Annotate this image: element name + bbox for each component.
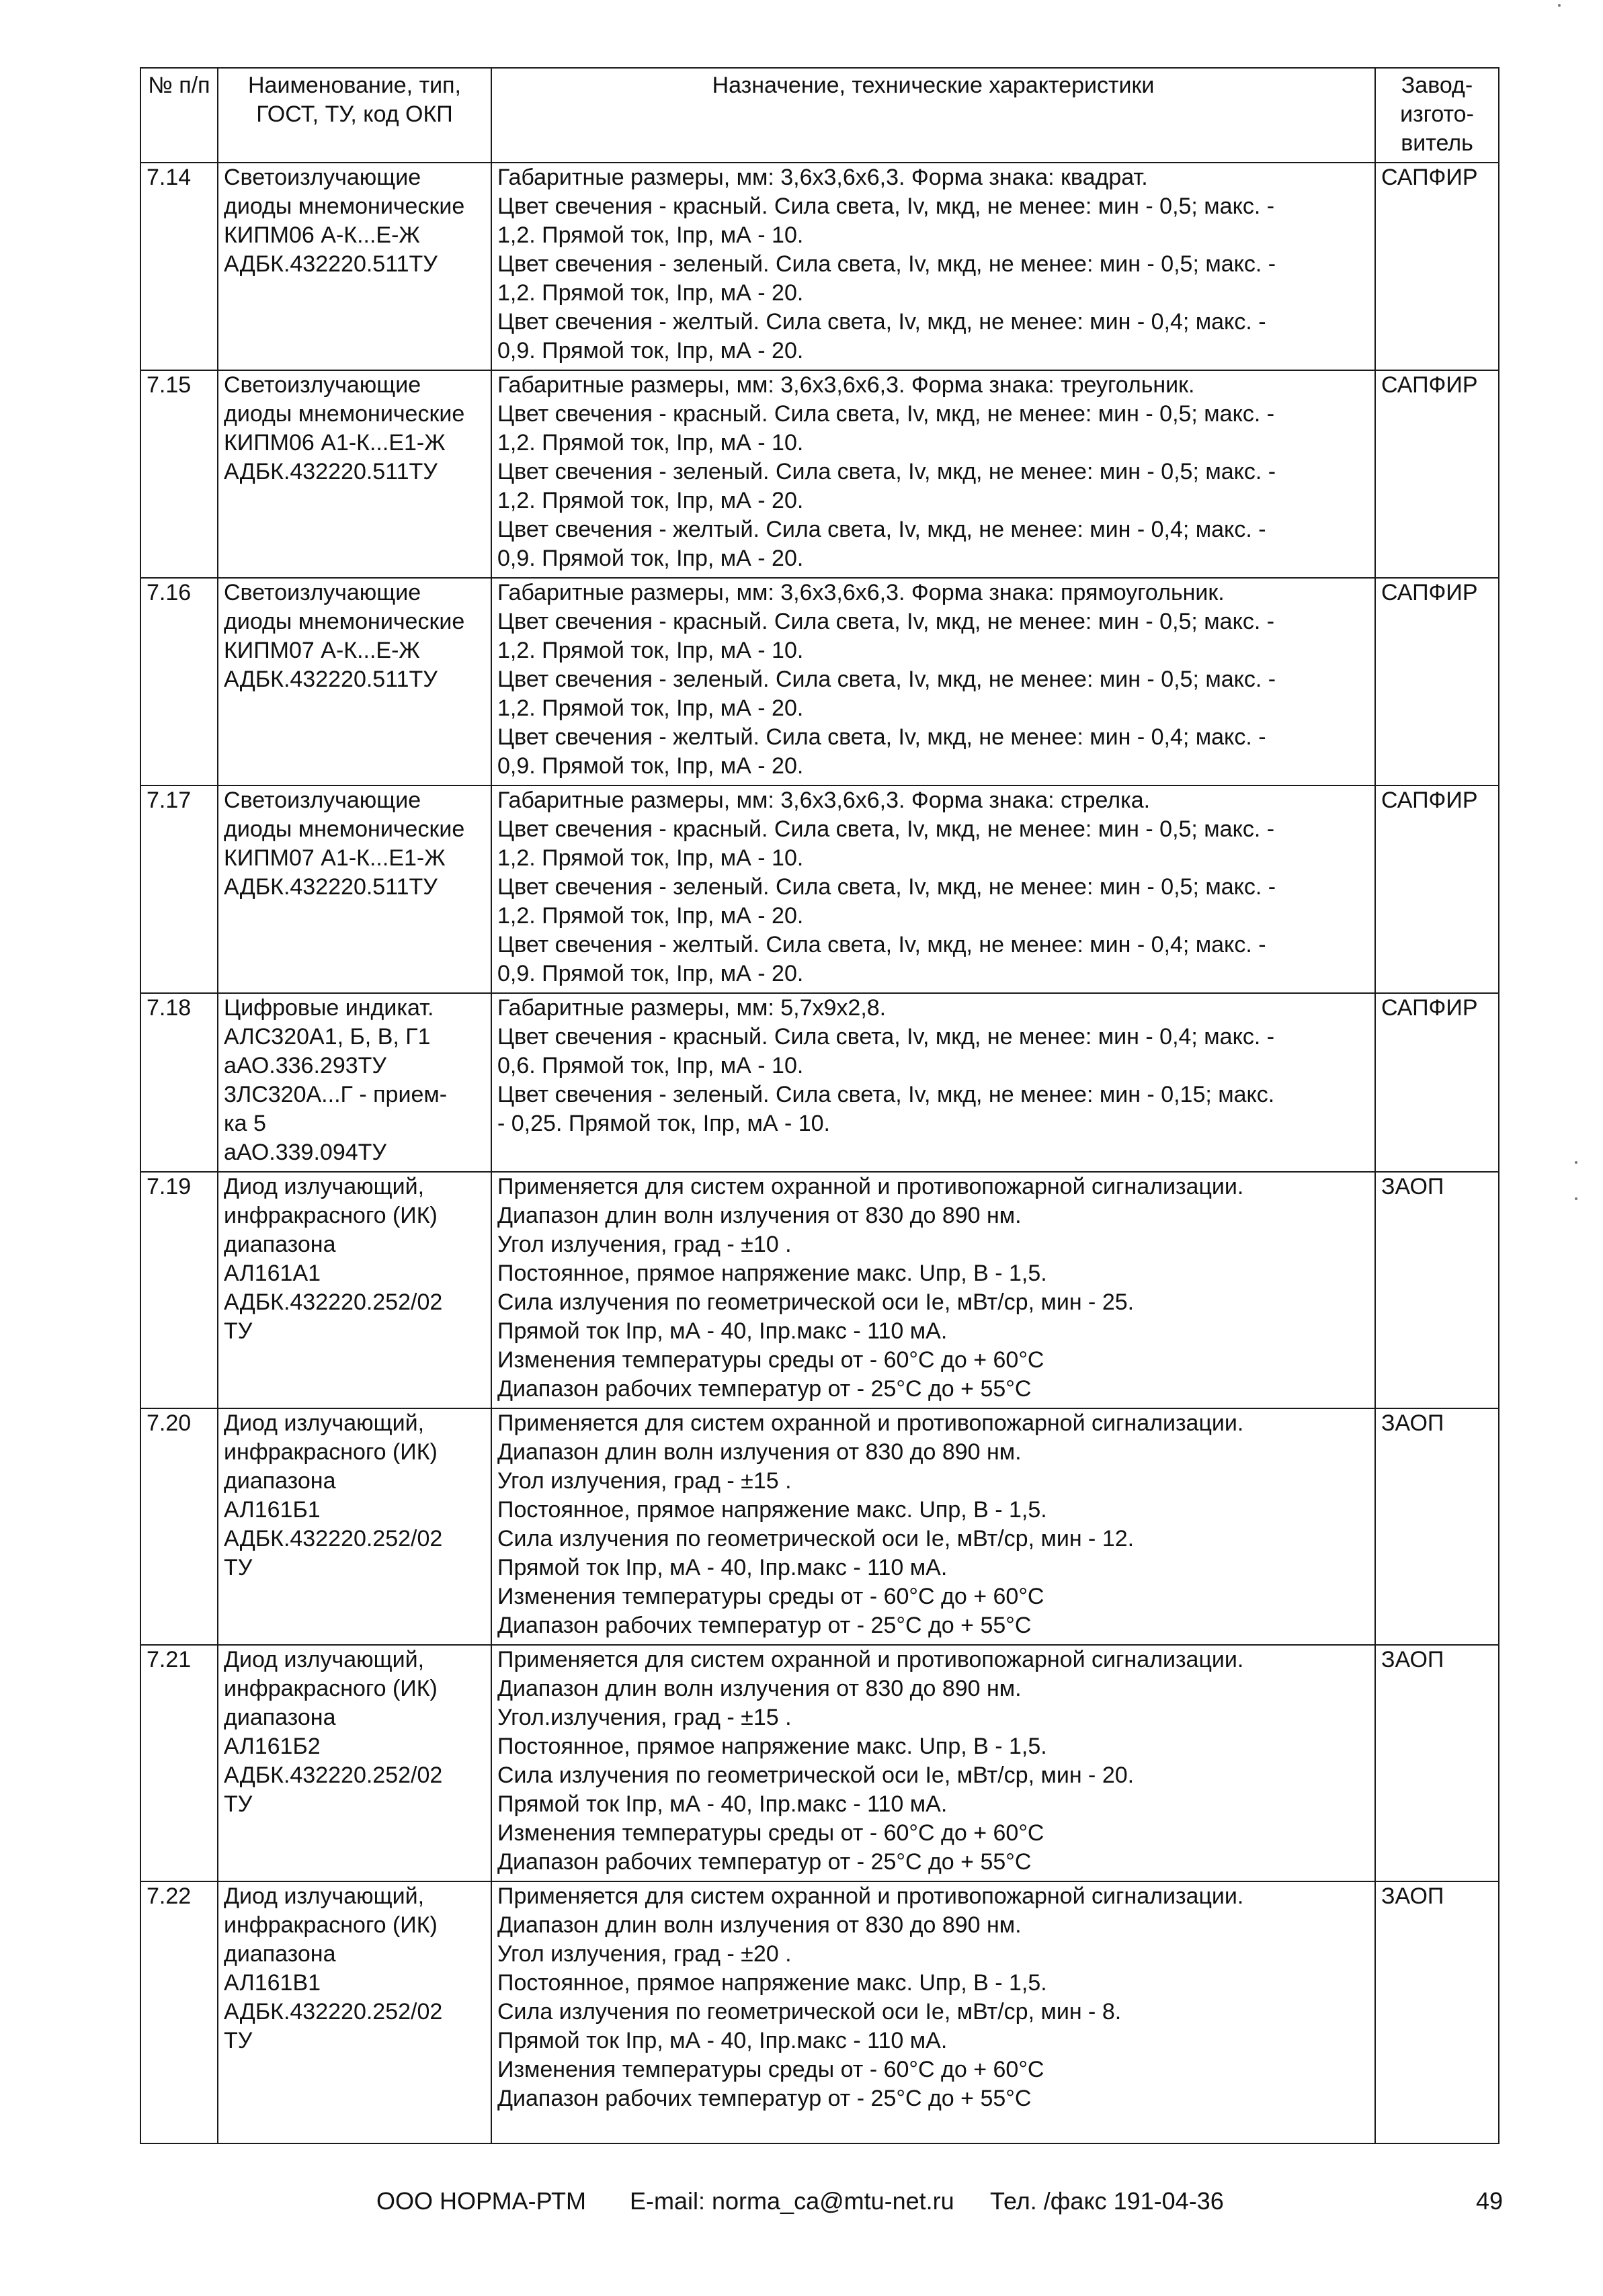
cell-number-text: 7.19 (147, 1174, 192, 1199)
cell-number-text: 7.20 (147, 1410, 192, 1436)
cell-number (140, 1172, 218, 1408)
cell-description-text: Применяется для систем охранной и противопожарной сигнализации. Диапазон длин волн излучения от 830 до 890 нм. Угол излучения, град - ±20 . Постоянное, прямое напряжение макс. Uпр, В - 1,5. Сила излучения по геометрической оси Ie, мВт/ср, мин - 8. Прямой ток Iпр, мА - 40, Iпр.макс - 110 мА. Изменения температуры среды от - 60°С до + 60°С Диапазон рабочих температур от - 25°С до + 55°С (497, 1883, 1244, 2111)
cell-description-text: Габаритные размеры, мм: 5,7х9х2,8. Цвет свечения - красный. Сила света, Iv, мкд, не менее: мин - 0,4; макс. - 0,6. Прямой ток, Iпр, мА - 10. Цвет свечения - зеленый. Сила света, Iv, мкд, не менее: мин - 0,15; макс. - 0,25. Прямой ток, Iпр, мА - 10. (497, 995, 1275, 1136)
cell-description-text: Габаритные размеры, мм: 3,6х3,6х6,3. Форма знака: стрелка. Цвет свечения - красный. Сила света, Iv, мкд, не менее: мин - 0,5; макс. - 1,2. Прямой ток, Iпр, мА - 10. Цвет свечения - зеленый. Сила света, Iv, мкд, не менее: мин - 0,5; макс. - 1,2. Прямой ток, Iпр, мА - 20. Цвет свечения - желтый. Сила света, Iv, мкд, не менее: мин - 0,4; макс. - 0,9. Прямой ток, Iпр, мА - 20. (497, 788, 1276, 986)
cell-description (491, 1881, 1375, 2143)
cell-number (140, 1645, 218, 1881)
table-row (140, 163, 1499, 370)
cell-description (491, 785, 1375, 993)
table-row (140, 1172, 1499, 1408)
cell-number-text: 7.18 (147, 995, 192, 1021)
cell-description-text: Габаритные размеры, мм: 3,6х3,6х6,3. Форма знака: квадрат. Цвет свечения - красный. Сила света, Iv, мкд, не менее: мин - 0,5; макс. - 1,2. Прямой ток, Iпр, мА - 10. Цвет свечения - зеленый. Сила света, Iv, мкд, не менее: мин - 0,5; макс. - 1,2. Прямой ток, Iпр, мА - 20. Цвет свечения - желтый. Сила света, Iv, мкд, не менее: мин - 0,4; макс. - 0,9. Прямой ток, Iпр, мА - 20. (497, 165, 1276, 364)
cell-manufacturer-text: ЗАОП (1381, 1174, 1444, 1199)
cell-name-text: Диод излучающий, инфракрасного (ИК) диапазона АЛ161А1 АДБК.432220.252/02 ТУ (224, 1174, 443, 1344)
cell-name (218, 1172, 491, 1408)
table-row (140, 370, 1499, 578)
cell-manufacturer-text: САПФИР (1381, 995, 1478, 1021)
cell-manufacturer-text: ЗАОП (1381, 1647, 1444, 1672)
cell-name (218, 993, 491, 1172)
cell-description-text: Применяется для систем охранной и противопожарной сигнализации. Диапазон длин волн излучения от 830 до 890 нм. Угол.излучения, град - ±15 . Постоянное, прямое напряжение макс. Uпр, В - 1,5. Сила излучения по геометрической оси Ie, мВт/ср, мин - 20. Прямой ток Iпр, мА - 40, Iпр.макс - 110 мА. Изменения температуры среды от - 60°С до + 60°С Диапазон рабочих температур от - 25°С до + 55°С (497, 1647, 1244, 1875)
cell-description (491, 163, 1375, 370)
page-number: 49 (1476, 2187, 1504, 2215)
cell-manufacturer (1375, 785, 1499, 993)
cell-name (218, 1408, 491, 1645)
cell-name (218, 370, 491, 578)
cell-description-text: Применяется для систем охранной и противопожарной сигнализации. Диапазон длин волн излучения от 830 до 890 нм. Угол излучения, град - ±15 . Постоянное, прямое напряжение макс. Uпр, В - 1,5. Сила излучения по геометрической оси Ie, мВт/ср, мин - 12. Прямой ток Iпр, мА - 40, Iпр.макс - 110 мА. Изменения температуры среды от - 60°С до + 60°С Диапазон рабочих температур от - 25°С до + 55°С (497, 1410, 1244, 1638)
cell-manufacturer-text: САПФИР (1381, 165, 1478, 190)
cell-number-text: 7.22 (147, 1883, 192, 1909)
cell-description-text: Габаритные размеры, мм: 3,6х3,6х6,3. Форма знака: прямоугольник. Цвет свечения - красный. Сила света, Iv, мкд, не менее: мин - 0,5; макс. - 1,2. Прямой ток, Iпр, мА - 10. Цвет свечения - зеленый. Сила света, Iv, мкд, не менее: мин - 0,5; макс. - 1,2. Прямой ток, Iпр, мА - 20. Цвет свечения - желтый. Сила света, Iv, мкд, не менее: мин - 0,4; макс. - 0,9. Прямой ток, Iпр, мА - 20. (497, 580, 1276, 779)
footer-email: E-mail: norma_ca@mtu-net.ru (630, 2187, 954, 2215)
cell-description (491, 1408, 1375, 1645)
cell-number-text: 7.15 (147, 372, 192, 398)
header-description: Назначение, технические характеристики (491, 68, 1375, 163)
cell-number (140, 1408, 218, 1645)
cell-name-text: Светоизлучающие диоды мнемонические КИПМ07 А1-К...Е1-Ж АДБК.432220.511ТУ (224, 788, 465, 900)
footer-phone: Тел. /факс 191-04-36 (990, 2187, 1224, 2215)
cell-number-text: 7.14 (147, 165, 192, 190)
cell-manufacturer-text: ЗАОП (1381, 1883, 1444, 1909)
cell-name (218, 578, 491, 785)
scan-speck (1558, 4, 1561, 7)
cell-description-text: Габаритные размеры, мм: 3,6х3,6х6,3. Форма знака: треугольник. Цвет свечения - красный. Сила света, Iv, мкд, не менее: мин - 0,5; макс. - 1,2. Прямой ток, Iпр, мА - 10. Цвет свечения - зеленый. Сила света, Iv, мкд, не менее: мин - 0,5; макс. - 1,2. Прямой ток, Iпр, мА - 20. Цвет свечения - желтый. Сила света, Iv, мкд, не менее: мин - 0,4; макс. - 0,9. Прямой ток, Iпр, мА - 20. (497, 372, 1276, 571)
cell-manufacturer-text: ЗАОП (1381, 1410, 1444, 1436)
spec-table (140, 67, 1499, 2144)
cell-manufacturer (1375, 1172, 1499, 1408)
cell-manufacturer-text: САПФИР (1381, 372, 1478, 398)
cell-number (140, 993, 218, 1172)
cell-description (491, 578, 1375, 785)
cell-name (218, 1645, 491, 1881)
cell-manufacturer-text: САПФИР (1381, 580, 1478, 605)
cell-manufacturer (1375, 1645, 1499, 1881)
cell-name-text: Светоизлучающие диоды мнемонические КИПМ06 А-К...Е-Ж АДБК.432220.511ТУ (224, 165, 465, 277)
cell-name-text: Диод излучающий, инфракрасного (ИК) диапазона АЛ161Б2 АДБК.432220.252/02 ТУ (224, 1647, 443, 1817)
cell-manufacturer (1375, 1408, 1499, 1645)
cell-name (218, 1881, 491, 2143)
cell-number (140, 578, 218, 785)
footer-organization: ООО НОРМА-РТМ (376, 2187, 586, 2215)
header-number: № п/п (140, 68, 218, 163)
cell-name (218, 785, 491, 993)
cell-description-text: Применяется для систем охранной и противопожарной сигнализации. Диапазон длин волн излучения от 830 до 890 нм. Угол излучения, град - ±10 . Постоянное, прямое напряжение макс. Uпр, В - 1,5. Сила излучения по геометрической оси Ie, мВт/ср, мин - 25. Прямой ток Iпр, мА - 40, Iпр.макс - 110 мА. Изменения температуры среды от - 60°С до + 60°С Диапазон рабочих температур от - 25°С до + 55°С (497, 1174, 1244, 1402)
table-row (140, 993, 1499, 1172)
cell-number-text: 7.21 (147, 1647, 192, 1672)
cell-name-text: Диод излучающий, инфракрасного (ИК) диапазона АЛ161В1 АДБК.432220.252/02 ТУ (224, 1883, 443, 2053)
cell-manufacturer (1375, 370, 1499, 578)
cell-name-text: Светоизлучающие диоды мнемонические КИПМ07 А-К...Е-Ж АДБК.432220.511ТУ (224, 580, 465, 692)
cell-name-text: Светоизлучающие диоды мнемонические КИПМ06 А1-К...Е1-Ж АДБК.432220.511ТУ (224, 372, 465, 484)
cell-manufacturer (1375, 578, 1499, 785)
table-row (140, 578, 1499, 785)
cell-description (491, 1645, 1375, 1881)
cell-manufacturer (1375, 163, 1499, 370)
cell-description (491, 993, 1375, 1172)
cell-manufacturer (1375, 993, 1499, 1172)
cell-manufacturer (1375, 1881, 1499, 2143)
table-row (140, 1645, 1499, 1881)
cell-name (218, 163, 491, 370)
cell-number (140, 163, 218, 370)
cell-description (491, 1172, 1375, 1408)
table-row (140, 785, 1499, 993)
scan-speck (1575, 1197, 1577, 1200)
header-manufacturer: Завод-изгото-витель (1375, 68, 1499, 163)
cell-name-text: Цифровые индикат. АЛС320А1, Б, В, Г1 aАО.336.293ТУ 3ЛС320А...Г - прием- ка 5 aАО.339.094ТУ (224, 995, 448, 1165)
scan-speck (1575, 1161, 1577, 1164)
cell-name-text: Диод излучающий, инфракрасного (ИК) диапазона АЛ161Б1 АДБК.432220.252/02 ТУ (224, 1410, 443, 1580)
header-name: Наименование, тип, ГОСТ, ТУ, код ОКП (218, 68, 491, 163)
cell-manufacturer-text: САПФИР (1381, 788, 1478, 813)
cell-number-text: 7.17 (147, 788, 192, 813)
cell-description (491, 370, 1375, 578)
table-row (140, 1881, 1499, 2143)
cell-number (140, 370, 218, 578)
cell-number-text: 7.16 (147, 580, 192, 605)
table-row (140, 1408, 1499, 1645)
table-header-row (140, 68, 1499, 163)
cell-number (140, 785, 218, 993)
cell-number (140, 1881, 218, 2143)
